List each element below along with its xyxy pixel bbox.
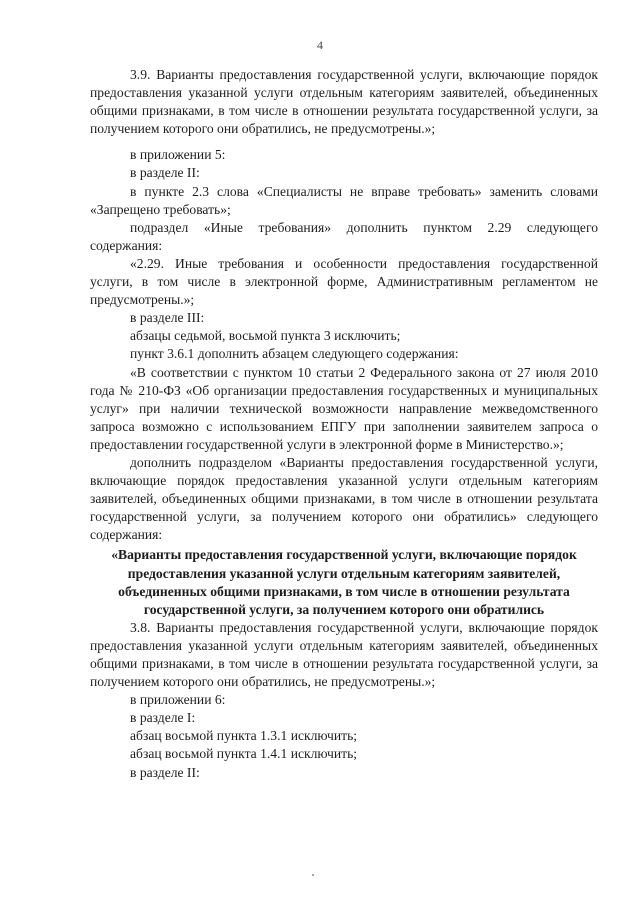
scan-speck [312, 874, 314, 876]
paragraph-exclude-7-8: абзацы седьмой, восьмой пункта 3 исключить; [130, 328, 401, 344]
document-body [90, 66, 598, 782]
paragraph-federal-law: «В соответствии с пунктом 10 статьи 2 Федерального закона от 27 июля 2010 года № 210-ФЗ «Об организации предоставления государственных и муниципальных услуг» при наличии технической возможности направление межведомственного запроса возможно с использованием ЕПГУ при заполнении заявителем запроса о предоставлении государственной услуги в электронной форме в Министерство.»; [90, 364, 598, 452]
page-number: 4 [317, 38, 323, 52]
paragraph-section-2: в разделе II: [130, 165, 200, 181]
paragraph-3-6-1: пункт 3.6.1 дополнить абзацем следующего содержания: [130, 346, 459, 362]
paragraph-1-3-1: абзац восьмой пункта 1.3.1 исключить; [130, 728, 358, 744]
paragraph-3-8: 3.8. Варианты предоставления государственной услуги, включающие порядок предоставления указанной услуги отдельным категориям заявителей, объединенных общими признаками, в том числе в отношении результата государственной услуги, за получением которого они обратились, не предусмотрены.»; [90, 619, 598, 690]
paragraph-3-9: 3.9. Варианты предоставления государственной услуги, включающие порядок предоставления указанной услуги отдельным категориям заявителей, объединенных общими признаками, в том числе в отношении результата государственной услуги, за получением которого они обратились, не предусмотрены.»; [90, 67, 598, 137]
paragraph-subsection-other: подраздел «Иные требования» дополнить пунктом 2.29 следующего содержания: [90, 219, 598, 253]
paragraph-1-4-1: абзац восьмой пункта 1.4.1 исключить; [130, 746, 358, 762]
paragraph-section-2b: в разделе II: [130, 764, 200, 780]
paragraph-appendix-6: в приложении 6: [130, 692, 226, 708]
paragraph-item-2-3: в пункте 2.3 слова «Специалисты не вправе требовать» заменить словами «Запрещено требовать»; [90, 183, 598, 217]
paragraph-section-1: в разделе I: [130, 710, 196, 726]
paragraph-section-3: в разделе III: [130, 310, 205, 326]
subsection-heading: «Варианты предоставления государственной услуги, включающие порядок предоставления указанной услуги отдельным категориям заявителей, объединенных общими признаками, в том числе в отношении результата государственной услуги, за получением которого они обратились [111, 547, 577, 617]
paragraph-add-subsection: дополнить подразделом «Варианты предоставления государственной услуги, включающие порядок предоставления указанной услуги отдельным категориям заявителей, объединенных общими признаками, в том числе в отношении результата государственной услуги, за получением которого они обратились» следующего содержания: [90, 454, 598, 543]
paragraph-appendix-5: в приложении 5: [130, 147, 226, 163]
paragraph-2-29: «2.29. Иные требования и особенности предоставления государственной услуги, в том числе в электронной форме, Административным регламентом не предусмотрены.»; [90, 255, 598, 308]
